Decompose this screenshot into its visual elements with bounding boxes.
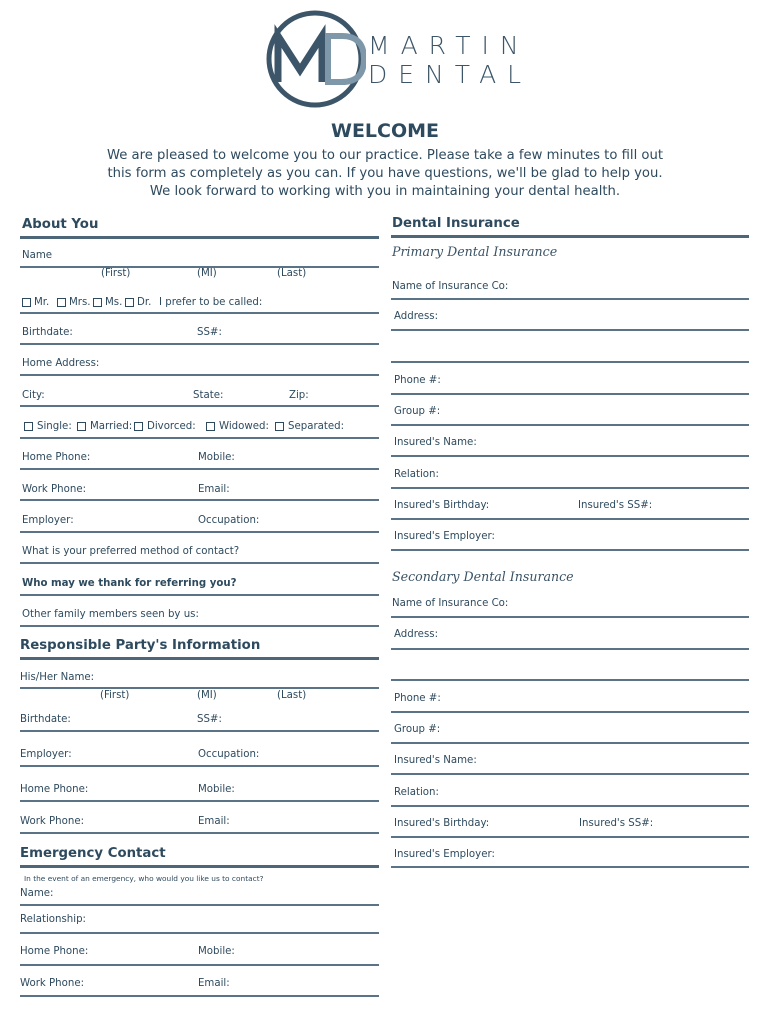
- ec-email-label: Email:: [198, 978, 230, 989]
- brand-name-line2: DENTAL: [368, 60, 533, 89]
- widowed-label: Widowed:: [219, 421, 269, 432]
- divorced-checkbox[interactable]: [134, 422, 143, 431]
- pi-company-field[interactable]: [391, 298, 749, 300]
- si-insured-birthday-field[interactable]: [391, 836, 749, 838]
- pi-group-label: Group #:: [394, 406, 441, 417]
- md-logo-icon: [264, 8, 366, 110]
- referral-label: Who may we thank for referring you?: [22, 578, 237, 589]
- si-insured-ss-label: Insured's SS#:: [579, 818, 654, 829]
- rp-work-phone-field[interactable]: [20, 832, 379, 834]
- rp-name-label: His/Her Name:: [20, 672, 95, 683]
- separated-checkbox[interactable]: [275, 422, 284, 431]
- ec-home-phone-field[interactable]: [20, 964, 379, 966]
- employer-label: Employer:: [22, 515, 74, 526]
- home-address-field[interactable]: [20, 374, 379, 376]
- pi-insured-ss-label: Insured's SS#:: [578, 500, 653, 511]
- rp-home-phone-label: Home Phone:: [20, 784, 89, 795]
- pi-insured-employer-label: Insured's Employer:: [394, 531, 495, 542]
- city-label: City:: [22, 390, 45, 401]
- separated-label: Separated:: [288, 421, 345, 432]
- married-label: Married:: [90, 421, 133, 432]
- ec-home-phone-label: Home Phone:: [20, 946, 89, 957]
- si-group-label: Group #:: [394, 724, 441, 735]
- pi-relation-field[interactable]: [391, 487, 749, 489]
- mr-checkbox[interactable]: [22, 298, 31, 307]
- si-phone-label: Phone #:: [394, 693, 441, 704]
- rp-birthdate-field[interactable]: [20, 730, 379, 732]
- rp-last-caption: (Last): [277, 690, 307, 701]
- rp-ss-label: SS#:: [197, 714, 222, 725]
- emergency-contact-heading: Emergency Contact: [20, 846, 166, 861]
- rp-home-phone-field[interactable]: [20, 800, 379, 802]
- si-address-label: Address:: [394, 629, 439, 640]
- home-phone-label: Home Phone:: [22, 452, 91, 463]
- home-address-label: Home Address:: [22, 358, 100, 369]
- divider: [20, 437, 379, 439]
- si-insured-name-field[interactable]: [391, 773, 749, 775]
- single-label: Single:: [37, 421, 72, 432]
- occupation-label: Occupation:: [198, 515, 260, 526]
- contact-method-label: What is your preferred method of contact?: [22, 546, 240, 557]
- rp-occupation-label: Occupation:: [198, 749, 260, 760]
- about-you-heading: About You: [22, 217, 99, 232]
- birthdate-label: Birthdate:: [22, 327, 73, 338]
- si-company-field[interactable]: [391, 616, 749, 618]
- city-field[interactable]: [20, 405, 379, 407]
- rp-birthdate-label: Birthdate:: [20, 714, 71, 725]
- mobile-label: Mobile:: [198, 452, 235, 463]
- divider: [20, 865, 379, 868]
- secondary-insurance-title: Secondary Dental Insurance: [392, 569, 574, 584]
- si-address-line2-field[interactable]: [391, 679, 749, 681]
- rp-email-label: Email:: [198, 816, 230, 827]
- ms-checkbox[interactable]: [93, 298, 102, 307]
- ss-label: SS#:: [197, 327, 222, 338]
- si-group-field[interactable]: [391, 742, 749, 744]
- ec-name-field[interactable]: [20, 904, 379, 906]
- intro-line-2: this form as completely as you can. If you have questions, we'll be glad to help you.: [107, 166, 663, 181]
- si-relation-label: Relation:: [394, 787, 439, 798]
- ec-relationship-label: Relationship:: [20, 914, 86, 925]
- mi-caption: (MI): [197, 268, 217, 279]
- name-label: Name: [22, 250, 53, 261]
- ec-work-phone-field[interactable]: [20, 995, 379, 997]
- brand-name-line1: MARTIN: [368, 31, 530, 60]
- si-phone-field[interactable]: [391, 711, 749, 713]
- pi-company-label: Name of Insurance Co:: [392, 281, 509, 292]
- responsible-party-heading: Responsible Party's Information: [20, 638, 261, 653]
- divider: [20, 236, 379, 239]
- rp-mobile-label: Mobile:: [198, 784, 235, 795]
- referral-field[interactable]: [20, 594, 379, 596]
- intro-line-3: We look forward to working with you in maintaining your dental health.: [149, 184, 621, 199]
- employer-field[interactable]: [20, 531, 379, 533]
- dr-label: Dr.: [137, 297, 152, 308]
- work-phone-label: Work Phone:: [22, 484, 87, 495]
- mr-label: Mr.: [34, 297, 50, 308]
- si-insured-employer-label: Insured's Employer:: [394, 849, 495, 860]
- family-label: Other family members seen by us:: [22, 609, 199, 620]
- rp-mi-caption: (MI): [197, 690, 217, 701]
- dental-insurance-heading: Dental Insurance: [392, 216, 520, 231]
- pi-insured-employer-field[interactable]: [391, 549, 749, 551]
- si-relation-field[interactable]: [391, 805, 749, 807]
- emergency-note: In the event of an emergency, who would you like us to contact?: [24, 874, 264, 883]
- pi-phone-label: Phone #:: [394, 375, 441, 386]
- state-label: State:: [193, 390, 224, 401]
- ec-work-phone-label: Work Phone:: [20, 978, 85, 989]
- pi-insured-name-field[interactable]: [391, 455, 749, 457]
- first-caption: (First): [101, 268, 131, 279]
- rp-work-phone-label: Work Phone:: [20, 816, 85, 827]
- pi-insured-birthday-label: Insured's Birthday:: [394, 500, 490, 511]
- divider: [20, 657, 379, 660]
- intro-line-1: We are pleased to welcome you to our practice. Please take a few minutes to fill out: [106, 148, 664, 163]
- birthdate-field[interactable]: [20, 343, 379, 345]
- last-caption: (Last): [277, 268, 307, 279]
- pi-insured-birthday-field[interactable]: [391, 518, 749, 520]
- mrs-checkbox[interactable]: [57, 298, 66, 307]
- single-checkbox[interactable]: [24, 422, 33, 431]
- zip-label: Zip:: [289, 390, 309, 401]
- widowed-checkbox[interactable]: [206, 422, 215, 431]
- ec-mobile-label: Mobile:: [198, 946, 235, 957]
- dr-checkbox[interactable]: [125, 298, 134, 307]
- mrs-label: Mrs.: [69, 297, 91, 308]
- home-phone-field[interactable]: [20, 468, 379, 470]
- ms-label: Ms.: [105, 297, 123, 308]
- si-insured-birthday-label: Insured's Birthday:: [394, 818, 490, 829]
- divorced-label: Divorced:: [147, 421, 196, 432]
- si-company-label: Name of Insurance Co:: [392, 598, 509, 609]
- pi-group-field[interactable]: [391, 424, 749, 426]
- primary-insurance-title: Primary Dental Insurance: [392, 244, 558, 259]
- si-insured-employer-field[interactable]: [391, 866, 749, 868]
- contact-method-field[interactable]: [20, 562, 379, 564]
- pi-address-label: Address:: [394, 311, 439, 322]
- prefer-field[interactable]: [20, 312, 379, 314]
- ec-relationship-field[interactable]: [20, 932, 379, 934]
- married-checkbox[interactable]: [77, 422, 86, 431]
- pi-address-field[interactable]: [391, 329, 749, 331]
- work-phone-field[interactable]: [20, 499, 379, 501]
- rp-first-caption: (First): [100, 690, 130, 701]
- pi-phone-field[interactable]: [391, 393, 749, 395]
- ec-name-label: Name:: [20, 888, 54, 899]
- pi-insured-name-label: Insured's Name:: [394, 437, 477, 448]
- rp-employer-label: Employer:: [20, 749, 72, 760]
- prefer-label: I prefer to be called:: [159, 297, 263, 308]
- rp-name-field[interactable]: [20, 687, 379, 689]
- divider: [391, 235, 749, 238]
- pi-relation-label: Relation:: [394, 469, 439, 480]
- si-insured-name-label: Insured's Name:: [394, 755, 477, 766]
- pi-address-line2-field[interactable]: [391, 361, 749, 363]
- si-address-field[interactable]: [391, 648, 749, 650]
- page-title: WELCOME: [330, 120, 440, 142]
- family-field[interactable]: [20, 625, 379, 627]
- email-label: Email:: [198, 484, 230, 495]
- rp-employer-field[interactable]: [20, 765, 379, 767]
